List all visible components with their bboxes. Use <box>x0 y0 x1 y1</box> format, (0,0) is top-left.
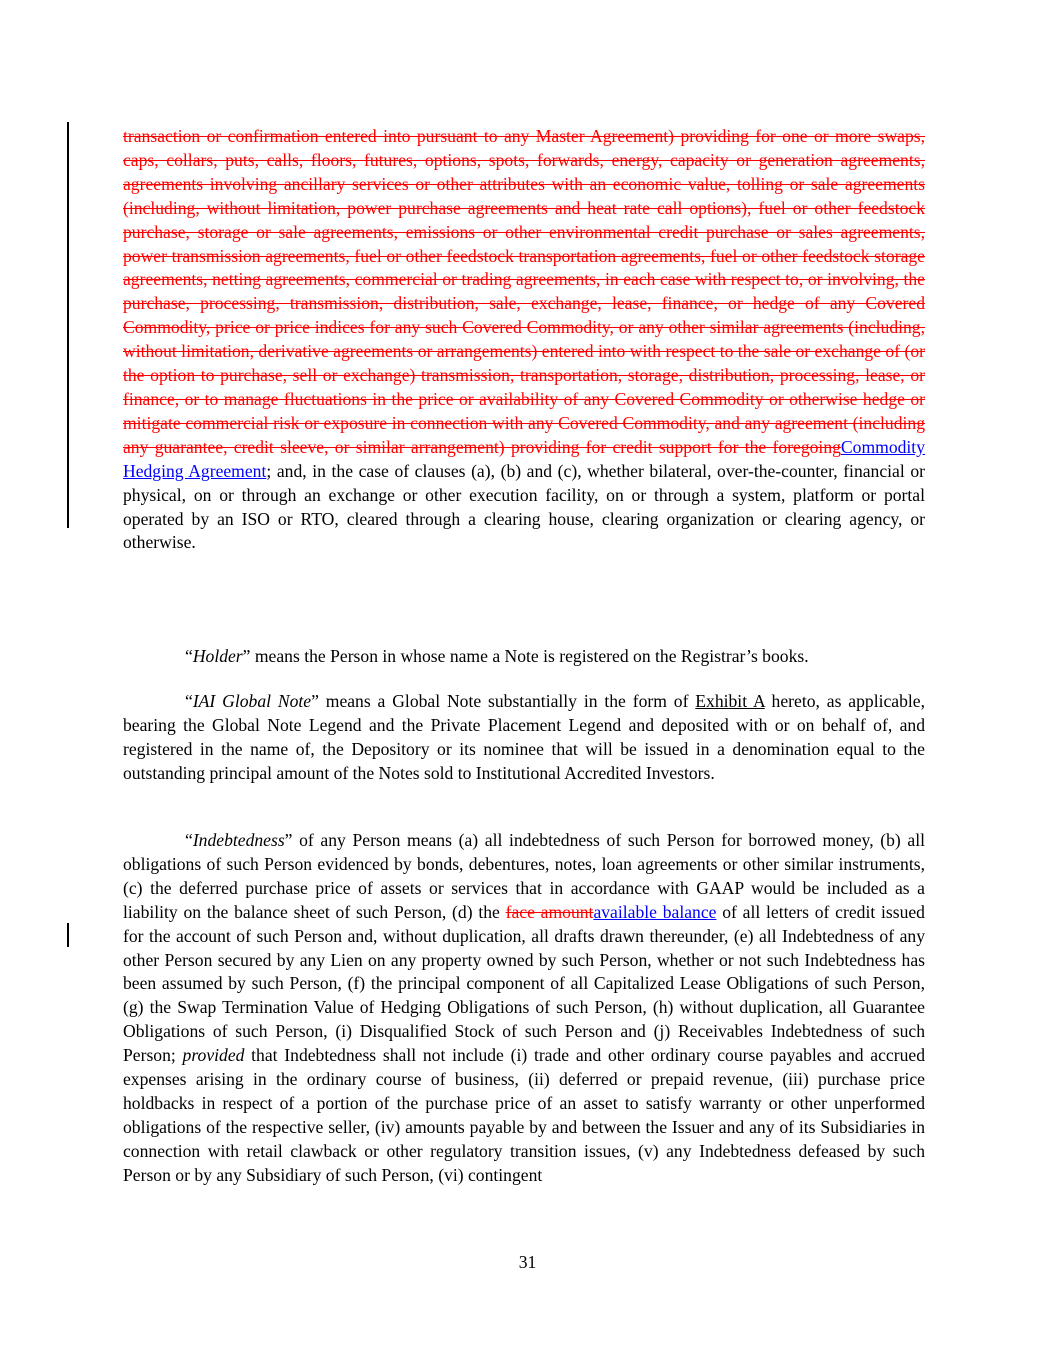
provided-term: provided <box>182 1045 245 1066</box>
definition-text: ” means a Global Note substantially in the form of <box>311 691 696 711</box>
defined-term: Indebtedness <box>192 830 285 850</box>
defined-term: Holder <box>192 646 243 666</box>
deleted-text: face amount <box>505 901 594 922</box>
iai-global-note-definition: “IAI Global Note” means a Global Note substantially in the form of Exhibit A hereto, as applicable, bearing the Global Note Legend and the Private Placement Legend and deposited with or on behalf of, and registered in the name of, the Depository or its nominee that will be issued in a denomination equal to the outstanding principal amount of the Notes sold to Institutional Accredited Investors. <box>123 691 925 783</box>
definition-text: hereto, as applicable, bearing the Global Note Legend and the Private Placement Legend and deposited with or on behalf of, and registered in the name of, the Depository or its nominee that will be issued in a denomination equal to the outstanding principal amount of the Notes sold to Institutional Accredited Investors. <box>123 691 925 783</box>
definition-text: ” means the Person in whose name a Note is registered on the Registrar’s books. <box>242 646 809 666</box>
defined-term: IAI Global Note <box>192 691 312 711</box>
definition-continuation-paragraph <box>123 125 925 555</box>
definition-text: of all letters of credit issued for the account of such Person and, without duplication, all drafts drawn thereunder, (e) all Indebtedness of any other Person secured by any Lien on any property owned by such Person, whether or not such Indebtedness has been assumed by such Person, (f) the principal component of all Capitalized Lease Obligations of such Person, (g) the Swap Termination Value of Hedging Obligations of such Person, (h) without duplication, all Guarantee Obligations of such Person, (i) Disqualified Stock of such Person and (j) Receivables Indebtedness of such Person; <box>123 901 925 1066</box>
exhibit-reference: Exhibit A <box>695 691 765 711</box>
definition-text: that Indebtedness shall not include (i) trade and other ordinary course payables and accrued expenses arising in the ordinary course of business, (ii) deferred or prepaid revenue, (iii) purchase price holdbacks in respect of a portion of the purchase price of an asset to satisfy warranty or other unperformed obligations of the respective seller, (iv) amounts payable by and between the Issuer and any of its Subsidiaries in connection with retail clawback or other regulatory transition issues, (v) any Indebtedness defeased by such Person or by any Subsidiary of such Person, (vi) contingent <box>123 1045 925 1185</box>
indebtedness-definition: “Indebtedness” of any Person means (a) all indebtedness of such Person for borrowed money, (b) all obligations of such Person evidenced by bonds, debentures, notes, loan agreements or other similar instruments, (c) the deferred purchase price of assets or services that in accordance with GAAP would be included as a liability on the balance sheet of such Person, (d) the face amountavailable balance of all letters of credit issued for the account of such Person and, without duplication, all drafts drawn thereunder, (e) all Indebtedness of any other Person secured by any Lien on any property owned by such Person, whether or not such Indebtedness has been assumed by such Person, (f) the principal component of all Capitalized Lease Obligations of such Person, (g) the Swap Termination Value of Hedging Obligations of such Person, (h) without duplication, all Guarantee Obligations of such Person, (i) Disqualified Stock of such Person and (j) Receivables Indebtedness of such Person; provided that Indebtedness shall not include (i) trade and other ordinary course payables and accrued expenses arising in the ordinary course of business, (ii) deferred or prepaid revenue, (iii) purchase price holdbacks in respect of a portion of the purchase price of an asset to satisfy warranty or other unperformed obligations of the respective seller, (iv) amounts payable by and between the Issuer and any of its Subsidiaries in connection with retail clawback or other regulatory transition issues, (v) any Indebtedness defeased by such Person or by any Subsidiary of such Person, (vi) contingent <box>123 830 925 1185</box>
inserted-link[interactable]: Commodity Hedging Agreement <box>123 436 925 481</box>
inserted-link[interactable]: available balance <box>593 901 717 922</box>
page-number: 31 <box>518 1252 537 1272</box>
holder-definition: “Holder” means the Person in whose name a Note is registered on the Registrar’s books. <box>185 646 809 666</box>
change-bar <box>67 923 69 947</box>
definition-text: ” of any Person means (a) all indebtedness of such Person for borrowed money, (b) all obligations of such Person evidenced by bonds, debentures, notes, loan agreements or other similar instruments, (c) the deferred purchase price of assets or services that in accordance with GAAP would be included as a liability on the balance sheet of such Person, (d) the <box>123 830 925 922</box>
change-bar <box>67 122 69 528</box>
deleted-text: transaction or confirmation entered into pursuant to any Master Agreement) providing for one or more swaps, caps, collars, puts, calls, floors, futures, options, spots, forwards, energy, capacity or generation agreements, agreements involving ancillary services or other attributes with an economic value, tolling or sale agreements (including, without limitation, power purchase agreements and heat rate call options), fuel or other feedstock purchase, storage or sale agreements, emissions or other environmental credit purchase or sales agreements, power transmission agreements, fuel or other feedstock transportation agreements, fuel or other feedstock storage agreements, netting agreements, commercial or trading agreements, in each case with respect to, or involving, the purchase, processing, transmission, distribution, sale, exchange, lease, finance, or hedge of any Covered Commodity, price or price indices for any such Covered Commodity, or any other similar agreements (including, without limitation, derivative agreements or arrangements) entered into with respect to the sale or exchange of (or the option to purchase, sell or exchange) transmission, transportation, storage, distribution, processing, lease, or finance, or to manage fluctuations in the price or availability of any Covered Commodity or otherwise hedge or mitigate commercial risk or exposure in connection with any Covered Commodity, and any agreement (including any guarantee, credit sleeve, or similar arrangement) providing for credit support for the foregoing <box>123 126 925 457</box>
paragraph-text: ; and, in the case of clauses (a), (b) and (c), whether bilateral, over-the-counter, financial or physical, on or through an exchange or other execution facility, on or through a system, platform or portal operated by an ISO or RTO, cleared through a clearing house, clearing organization or clearing agency, or otherwise. <box>123 460 925 553</box>
